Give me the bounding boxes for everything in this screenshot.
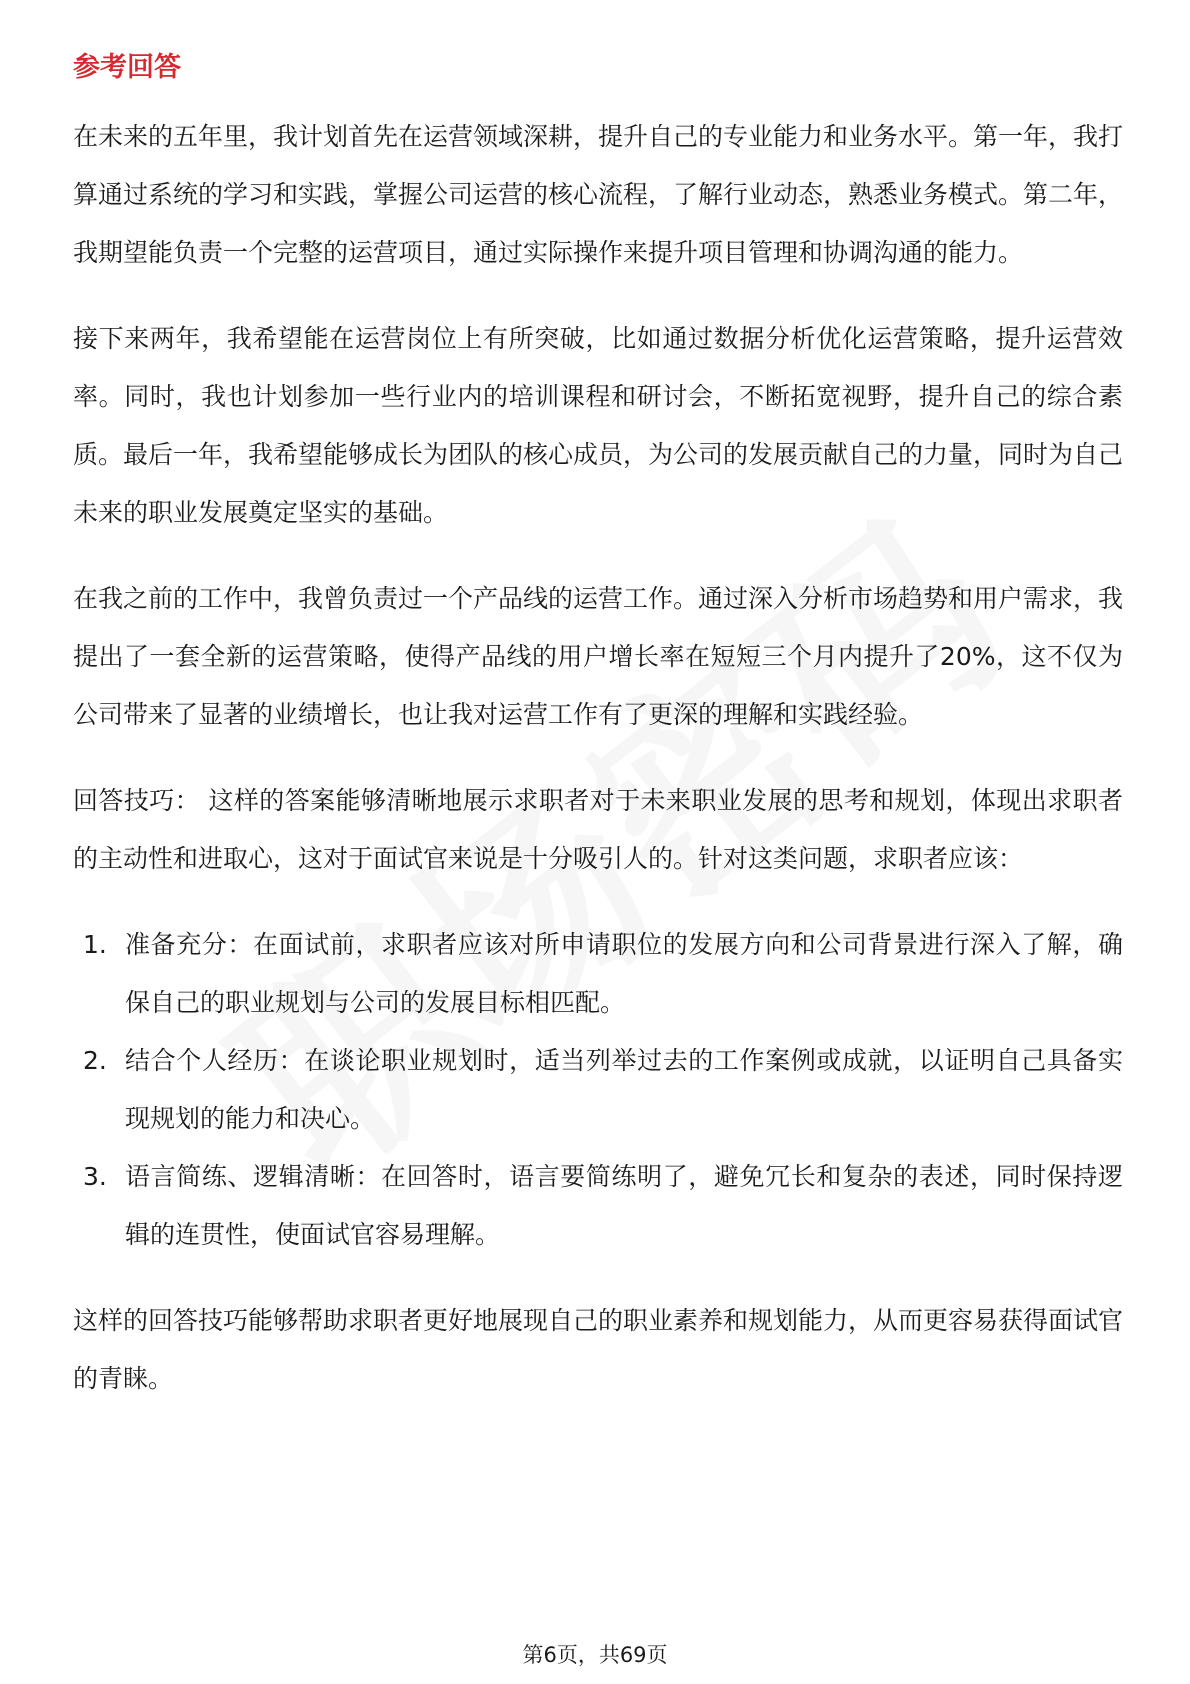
paragraph-closing: 这样的回答技巧能够帮助求职者更好地展现自己的职业素养和规划能力，从而更容易获得面试官的青睐。 [73, 1306, 1124, 1393]
list-item-text: 语言简练、逻辑清晰：在回答时，语言要简练明了，避免冗长和复杂的表述，同时保持逻辑的连贯性，使面试官容易理解。 [125, 1162, 1123, 1249]
list-item-number: 1. [83, 930, 107, 959]
document-body [73, 48, 1123, 1436]
list-item [73, 916, 1123, 1032]
paragraph-five-year-plan: 在未来的五年里，我计划首先在运营领域深耕，提升自己的专业能力和业务水平。第一年，我打算通过系统的学习和实践，掌握公司运营的核心流程，了解行业动态，熟悉业务模式。第二年，我期望能负责一个完整的运营项目，通过实际操作来提升项目管理和协调沟通的能力。 [73, 122, 1124, 267]
list-item-number: 2. [83, 1046, 107, 1075]
list-item [73, 1148, 1123, 1264]
paragraph-past-experience: 在我之前的工作中，我曾负责过一个产品线的运营工作。通过深入分析市场趋势和用户需求，我提出了一套全新的运营策略，使得产品线的用户增长率在短短三个月内提升了20%，这不仅为公司带来了显著的业绩增长，也让我对运营工作有了更深的理解和实践经验。 [73, 584, 1124, 729]
section-heading: 参考回答 [73, 52, 181, 83]
list-item [73, 1032, 1123, 1148]
page-number: 第6页，共69页 [522, 1643, 668, 1667]
list-item-number: 3. [83, 1162, 107, 1191]
list-item-text: 结合个人经历：在谈论职业规划时，适当列举过去的工作案例或成就，以证明自己具备实现规划的能力和决心。 [125, 1046, 1123, 1133]
list-item-text: 准备充分：在面试前，求职者应该对所申请职位的发展方向和公司背景进行深入了解，确保自己的职业规划与公司的发展目标相匹配。 [125, 930, 1123, 1017]
paragraph-later-years: 接下来两年，我希望能在运营岗位上有所突破，比如通过数据分析优化运营策略，提升运营效率。同时，我也计划参加一些行业内的培训课程和研讨会，不断拓宽视野，提升自己的综合素质。最后一年，我希望能够成长为团队的核心成员，为公司的发展贡献自己的力量，同时为自己未来的职业发展奠定坚实的基础。 [73, 324, 1124, 527]
tips-list [73, 916, 1123, 1264]
paragraph-answer-tips: 回答技巧： 这样的答案能够清晰地展示求职者对于未来职业发展的思考和规划，体现出求职者的主动性和进取心，这对于面试官来说是十分吸引人的。针对这类问题，求职者应该： [73, 786, 1123, 873]
